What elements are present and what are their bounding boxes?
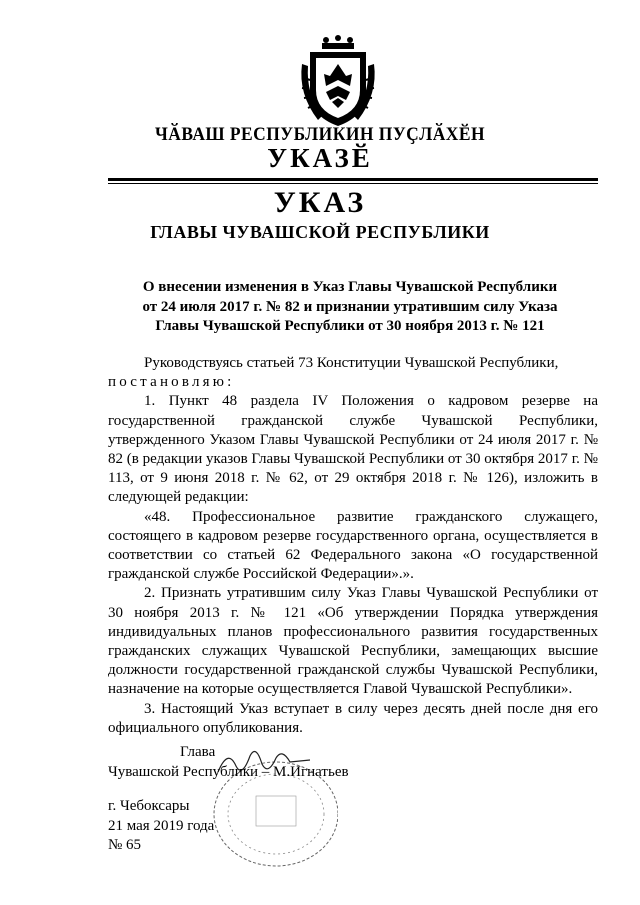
header-divider-thick [108,178,598,181]
body-paragraph-item-3: 3. Настоящий Указ вступает в силу через десять дней после дня его официального опубликования. [108,700,598,736]
body-paragraph-quote: «48. Профессиональное развитие гражданского служащего, состоящего в кадровом резерве государственного органа, осуществляется в соответствии со статьей 62 Федерального закона «О государственной гражданской службе Российской Федерации».». [108,508,598,583]
document-body [108,354,598,738]
chuvash-coat-of-arms-emblem [296,34,380,130]
document-title [100,278,600,337]
signer-name-line: Чувашской Республики – М.Игнатьев [108,764,349,780]
body-paragraph-item-1: 1. Пункт 48 раздела IV Положения о кадровом резерве на государственной гражданской службе Чувашской Республики, утвержденного Указом Главы Чувашской Республики от 24 июля 2017 г. № 82 (в редакции указов Главы Чувашской Республики от 30 октября 2017 г. № 113, от 9 июня 2018 г. № 62, от 29 октября 2018 г. № 126), изложить в следующей редакции: [108,393,598,506]
glavy-heading: ГЛАВЫ ЧУВАШСКОЙ РЕСПУБЛИКИ [150,222,490,242]
body-paragraph-decree: постановляю: [108,374,235,391]
body-paragraph-basis: Руководствуясь статьей 73 Конституции Чувашской Республики, [144,355,559,371]
title-line-1: О внесении изменения в Указ Главы Чувашской Республики [142,279,558,295]
document-number: № 65 [108,837,142,853]
title-line-2: от 24 июля 2017 г. № 82 и признании утратившим силу Указа [142,298,558,315]
header-divider-thin [108,183,598,184]
signer-title: Глава [180,744,216,760]
place-city: г. Чебоксары [108,798,190,814]
body-paragraph-item-2: 2. Признать утратившим силу Указ Главы Чувашской Республики от 30 ноября 2013 г. № 121 «Об утверждении Порядка утверждения индивидуальных планов профессионального развития государственных гражданских служащих Чувашской Республики, замещающих высшие должности государственной гражданской службы Чувашской Республики, назначение на которые осуществляется Главой Чувашской Республики». [108,585,598,698]
chuvash-header-line: ЧӐВАШ РЕСПУБЛИКИН ПУҪЛӐХӖН [154,124,486,145]
place-date-number [108,797,214,856]
title-line-3: Главы Чувашской Республики от 30 ноября 2013 г. № 121 [155,318,545,334]
ukaz-heading: УКАЗ [273,186,367,219]
place-date: 21 мая 2019 года [108,817,215,834]
chuvash-ukaze-heading: УКАЗӖ [267,143,373,173]
